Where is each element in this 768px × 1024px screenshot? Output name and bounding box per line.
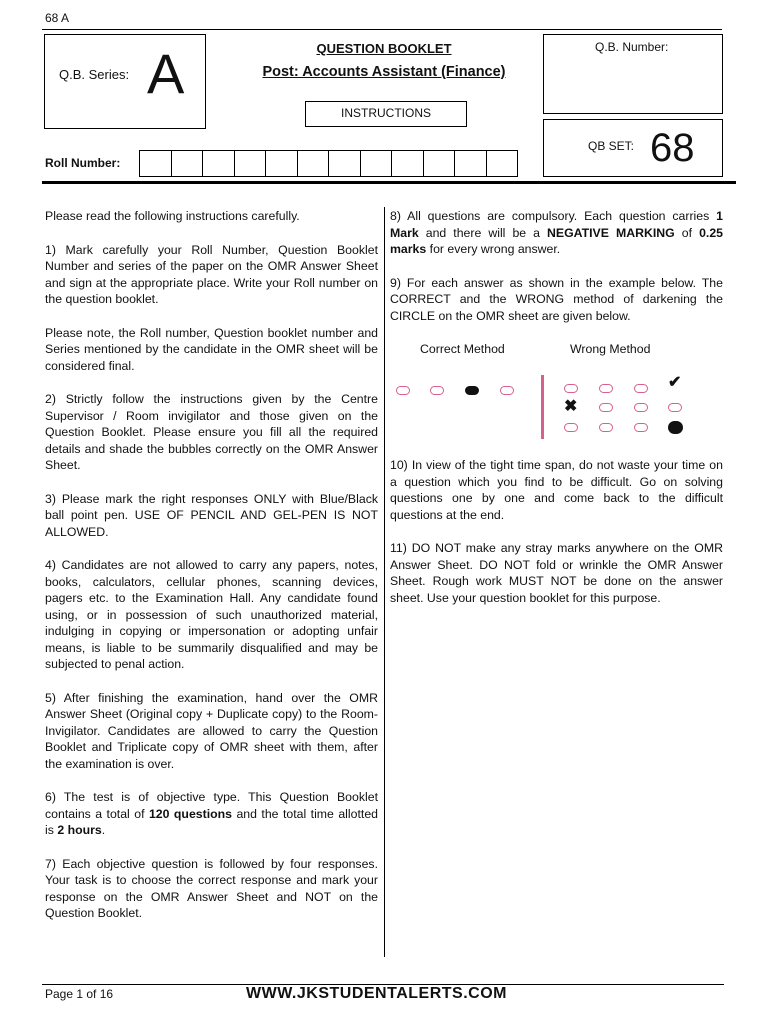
instructions-label: INSTRUCTIONS xyxy=(305,101,467,127)
right-column xyxy=(390,208,723,341)
intro-text: Please read the following instructions carefully. xyxy=(45,209,300,223)
roll-number-cell xyxy=(265,150,298,177)
left-column xyxy=(45,208,378,939)
roll-number-cell xyxy=(391,150,424,177)
instruction-9: 9) For each answer as shown in the example below. The CORRECT and the WRONG method of darkening the CIRCLE on the OMR sheet are given below. xyxy=(390,275,723,323)
bubble-empty xyxy=(668,403,682,412)
separator-bar xyxy=(541,375,544,439)
series-label: Q.B. Series: xyxy=(59,67,130,82)
instruction-1-note: Please note, the Roll number, Question booklet number and Series mentioned by the candidate in the OMR sheet will be considered final. xyxy=(45,325,378,373)
post-title: Post: Accounts Assistant (Finance) xyxy=(262,64,506,80)
bubble-filled xyxy=(465,386,479,395)
qb-set-label: QB SET: xyxy=(588,139,635,153)
roll-number-cell xyxy=(423,150,456,177)
bubble-empty xyxy=(599,384,613,393)
bubble-empty xyxy=(634,384,648,393)
instruction-8: 8) All questions are compulsory. Each question carries 1 Mark and there will be a NEGATIVE MARKING of 0.25 marks for every wrong answer. xyxy=(390,209,723,256)
bubble-empty xyxy=(564,384,578,393)
bubble-empty xyxy=(599,403,613,412)
cross-mark-icon: ✖ xyxy=(564,398,578,415)
bubble-empty xyxy=(500,386,514,395)
series-letter: A xyxy=(147,42,185,105)
booklet-title: QUESTION BOOKLET xyxy=(316,41,452,56)
top-rule xyxy=(42,29,722,30)
header-rule xyxy=(42,181,736,184)
instruction-4: 4) Candidates are not allowed to carry any papers, notes, books, calculators, cellular phones, scanning devices, pagers etc. to the Examination Hall. Any candidate found using, or in possession of such unauthorized material, indulging in copying or impersonation or adopting unfair means, is liable to be summarily disqualified and may be subjected to penal action. xyxy=(45,558,378,671)
instruction-11: 11) DO NOT make any stray marks anywhere on the OMR Answer Sheet. DO NOT fold or wrinkle the OMR Answer Sheet. Rough work MUST NOT be done on the answer sheet. Use your question booklet for this purpose. xyxy=(390,541,723,605)
roll-number-cell xyxy=(202,150,235,177)
instruction-1: 1) Mark carefully your Roll Number, Question Booklet Number and series of the paper on the OMR Answer Sheet and sign at the appropriate place. Write your Roll number on the question booklet. xyxy=(45,242,378,306)
instruction-3: 3) Please mark the right responses ONLY with Blue/Black ball point pen. USE OF PENCIL AND GEL-PEN IS NOT ALLOWED. xyxy=(45,491,378,539)
roll-number-cell xyxy=(234,150,267,177)
bubble-empty xyxy=(634,423,648,432)
instruction-2: 2) Strictly follow the instructions given by the Centre Supervisor / Room invigilator and those given on the Question Booklet. Please ensure you fill all the required details and shade the bubbles correctly on the OMR Answer Sheet. xyxy=(45,392,378,472)
booklet-code: 68 A xyxy=(45,11,70,25)
bubble-empty xyxy=(564,423,578,432)
roll-number-grid xyxy=(140,150,518,177)
omr-method-example xyxy=(390,342,723,448)
bubble-empty xyxy=(396,386,410,395)
tick-mark-icon: ✔ xyxy=(668,374,682,391)
roll-number-label: Roll Number: xyxy=(45,156,121,170)
correct-method-label: Correct Method xyxy=(420,342,505,356)
roll-number-cell xyxy=(171,150,204,177)
page-number: Page 1 of 16 xyxy=(45,987,114,1001)
roll-number-cell xyxy=(328,150,361,177)
instruction-5: 5) After finishing the examination, hand over the OMR Answer Sheet (Original copy + Duplicate copy) to the Room-Invigilator. Candidates are allowed to carry the Question Booklet and Triplicate copy of OMR sheet with them, after the examination is over. xyxy=(45,690,378,771)
right-column-lower xyxy=(390,457,723,623)
instruction-10: 10) In view of the tight time span, do not waste your time on a question which you find to be difficult. Go on solving questions one by one and come back to the difficult questions at the end. xyxy=(390,458,723,522)
bubble-empty xyxy=(599,423,613,432)
bubble-overfilled xyxy=(668,421,683,434)
website-url: WWW.JKSTUDENTALERTS.COM xyxy=(246,985,507,1002)
qb-set-number: 68 xyxy=(650,126,695,170)
roll-number-cell xyxy=(360,150,393,177)
roll-number-cell xyxy=(139,150,172,177)
bubble-empty xyxy=(634,403,648,412)
bubble-empty xyxy=(430,386,444,395)
roll-number-cell xyxy=(486,150,519,177)
column-divider xyxy=(384,207,385,957)
roll-number-cell xyxy=(297,150,330,177)
roll-number-cell xyxy=(454,150,487,177)
qb-number-label: Q.B. Number: xyxy=(595,40,669,54)
instruction-7: 7) Each objective question is followed by four responses. Your task is to choose the correct response and mark your response on the OMR Answer Sheet and NOT on the Question Booklet. xyxy=(45,856,378,920)
wrong-method-label: Wrong Method xyxy=(570,342,651,356)
instruction-6: 6) The test is of objective type. This Question Booklet contains a total of 120 questions and the total time allotted is 2 hours. xyxy=(45,790,378,837)
